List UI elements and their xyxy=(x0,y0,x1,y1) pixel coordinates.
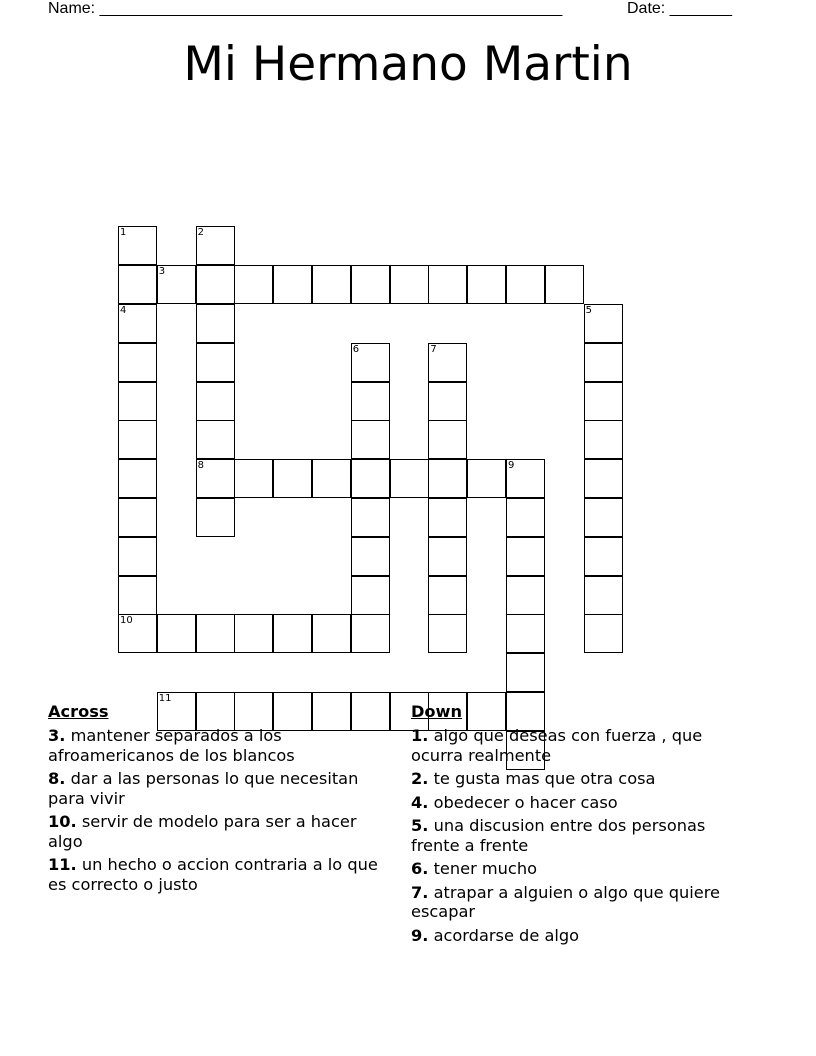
grid-cell[interactable] xyxy=(351,420,390,459)
grid-cell[interactable] xyxy=(545,265,584,304)
grid-cell[interactable] xyxy=(351,498,390,537)
grid-cell[interactable] xyxy=(273,614,312,653)
grid-cell[interactable] xyxy=(428,343,467,382)
clue-down xyxy=(411,793,756,813)
clue-number-label: 6 xyxy=(352,343,360,355)
grid-cell[interactable] xyxy=(157,265,196,304)
page-title: Mi Hermano Martin xyxy=(183,37,633,92)
grid-cell[interactable] xyxy=(428,614,467,653)
clue-text: una discusion entre dos personas frente a frente xyxy=(411,816,706,855)
clue-across xyxy=(48,812,393,851)
grid-cell[interactable] xyxy=(351,576,390,615)
grid-cell[interactable] xyxy=(584,498,623,537)
grid-cell[interactable] xyxy=(118,343,157,382)
grid-cell[interactable] xyxy=(506,653,545,692)
clue-text: un hecho o accion contraria a lo que es correcto o justo xyxy=(48,855,378,894)
grid-cell[interactable] xyxy=(196,498,235,537)
grid-cell[interactable] xyxy=(506,265,545,304)
clue-number: 1. xyxy=(411,726,429,745)
grid-cell[interactable] xyxy=(196,459,235,498)
grid-cell[interactable] xyxy=(428,265,467,304)
grid-cell[interactable] xyxy=(390,265,429,304)
clue-down xyxy=(411,859,756,879)
grid-cell[interactable] xyxy=(312,614,351,653)
grid-cell[interactable] xyxy=(506,459,545,498)
clue-number-label: 5 xyxy=(585,305,592,316)
grid-cell[interactable] xyxy=(196,420,235,459)
clue-number-label: 9 xyxy=(508,460,515,472)
grid-cell[interactable] xyxy=(506,537,545,576)
grid-cell[interactable] xyxy=(351,382,390,421)
clue-across xyxy=(48,855,393,894)
grid-cell[interactable] xyxy=(390,459,429,498)
clue-number-label: 8 xyxy=(197,460,204,472)
clue-down xyxy=(411,726,756,765)
grid-cell[interactable] xyxy=(157,614,196,653)
clue-number: 4. xyxy=(411,792,429,812)
grid-cell[interactable] xyxy=(351,343,390,382)
grid-cell[interactable] xyxy=(351,614,390,653)
grid-cell[interactable] xyxy=(467,459,506,498)
clue-text: mantener separados a los afroamericanos de los blancos xyxy=(48,726,295,765)
grid-cell[interactable] xyxy=(118,614,157,653)
clue-text: te gusta mas que otra cosa xyxy=(433,769,656,788)
clue-number: 5. xyxy=(411,816,429,835)
grid-cell[interactable] xyxy=(584,420,623,459)
grid-cell[interactable] xyxy=(196,265,235,304)
grid-cell[interactable] xyxy=(118,498,157,537)
clue-text: algo que deseas con fuerza , que ocurra realmente xyxy=(411,726,703,765)
grid-cell[interactable] xyxy=(196,382,235,421)
grid-cell[interactable] xyxy=(273,459,312,498)
grid-cell[interactable] xyxy=(428,498,467,537)
grid-cell[interactable] xyxy=(351,537,390,576)
clue-number-label: 3 xyxy=(158,266,166,278)
clue-number-label: 4 xyxy=(120,305,127,316)
grid-cell[interactable] xyxy=(273,265,312,304)
date-field-label: Date: _______ xyxy=(627,0,732,17)
clue-text: acordarse de algo xyxy=(433,925,580,945)
grid-cell[interactable] xyxy=(312,459,351,498)
clue-number-label: 1 xyxy=(120,227,127,239)
grid-cell[interactable] xyxy=(506,614,545,653)
clue-number-label: 10 xyxy=(120,615,133,627)
down-clues xyxy=(411,702,756,949)
grid-cell[interactable] xyxy=(584,614,623,653)
grid-cell[interactable] xyxy=(196,226,235,265)
grid-cell[interactable] xyxy=(196,304,235,343)
clue-number: 3. xyxy=(48,726,66,745)
clue-across xyxy=(48,726,393,765)
grid-cell[interactable] xyxy=(584,382,623,421)
down-heading: Down xyxy=(411,702,463,721)
grid-cell[interactable] xyxy=(584,576,623,615)
grid-cell[interactable] xyxy=(196,614,235,653)
across-heading: Across xyxy=(48,702,109,721)
grid-cell[interactable] xyxy=(118,576,157,615)
clue-number-label: 2 xyxy=(197,227,204,239)
clue-across xyxy=(48,769,393,808)
grid-cell[interactable] xyxy=(584,343,623,382)
clue-number: 8. xyxy=(48,769,66,788)
grid-cell[interactable] xyxy=(234,614,273,653)
clue-text: dar a las personas lo que necesitan para vivir xyxy=(48,769,359,808)
grid-cell[interactable] xyxy=(506,576,545,615)
clue-number: 9. xyxy=(411,925,429,945)
across-clues xyxy=(48,702,393,898)
clue-number-label: 7 xyxy=(430,343,437,355)
clue-down xyxy=(411,926,756,946)
grid-cell[interactable] xyxy=(234,265,273,304)
clue-text: obedecer o hacer caso xyxy=(433,792,618,812)
clue-number: 7. xyxy=(411,882,429,902)
grid-cell[interactable] xyxy=(234,459,273,498)
grid-cell[interactable] xyxy=(118,304,157,343)
clue-number-label: 11 xyxy=(158,693,172,704)
grid-cell[interactable] xyxy=(428,459,467,498)
grid-cell[interactable] xyxy=(428,420,467,459)
clue-text: servir de modelo para ser a hacer algo xyxy=(48,812,357,851)
clue-down xyxy=(411,769,756,789)
name-field-label: Name: ____________________________________________________ xyxy=(48,0,563,17)
grid-cell[interactable] xyxy=(584,459,623,498)
grid-cell[interactable] xyxy=(428,382,467,421)
grid-cell[interactable] xyxy=(118,459,157,498)
grid-cell[interactable] xyxy=(428,576,467,615)
clue-down xyxy=(411,883,756,922)
grid-cell[interactable] xyxy=(118,420,157,459)
grid-cell[interactable] xyxy=(351,459,390,498)
grid-cell[interactable] xyxy=(584,537,623,576)
grid-cell[interactable] xyxy=(584,304,623,343)
clue-text: tener mucho xyxy=(433,859,537,878)
grid-cell[interactable] xyxy=(467,265,506,304)
clue-number: 10. xyxy=(48,812,77,831)
grid-cell[interactable] xyxy=(312,265,351,304)
clue-down xyxy=(411,816,756,855)
grid-cell[interactable] xyxy=(196,343,235,382)
grid-cell[interactable] xyxy=(118,265,157,304)
grid-cell[interactable] xyxy=(118,226,157,265)
grid-cell[interactable] xyxy=(351,265,390,304)
clue-number: 2. xyxy=(411,769,429,788)
grid-cell[interactable] xyxy=(118,537,157,576)
clue-number: 11. xyxy=(48,855,77,874)
grid-cell[interactable] xyxy=(118,382,157,421)
clue-text: atrapar a alguien o algo que quiere escapar xyxy=(411,882,720,921)
grid-cell[interactable] xyxy=(506,498,545,537)
grid-cell[interactable] xyxy=(428,537,467,576)
clue-number: 6. xyxy=(411,859,429,878)
